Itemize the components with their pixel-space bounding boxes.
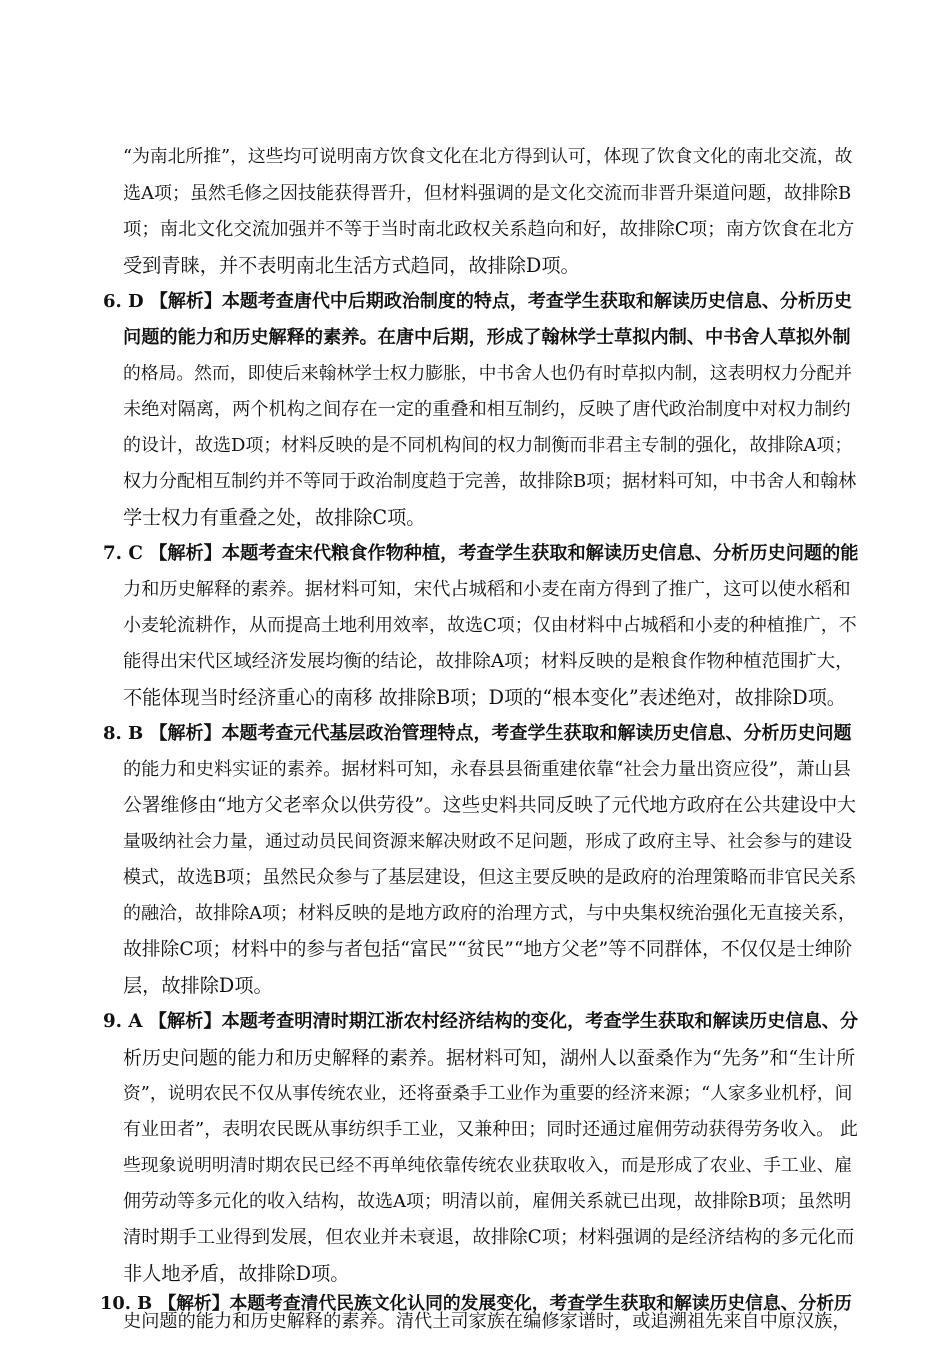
- text-line: 不能体现当时经济重心的南移 故排除B项；D项的“根本变化”表述绝对，故排除D项。: [123, 686, 846, 709]
- text-line: 力和历史解释的素养。据材料可知，宋代占城稻和小麦在南方得到了推广，这可以使水稻和: [123, 579, 851, 600]
- text-line: 学士权力有重叠之处，故排除C项。: [123, 506, 426, 529]
- text-line: 的设计，故选D项；材料反映的是不同机构间的权力制衡而非君主专制的强化，故排除A项；: [123, 435, 853, 456]
- text-line: 佣劳动等多元化的收入结构，故选A项；明清以前，雇佣关系就已出现，故排除B项；虽然明: [123, 1191, 852, 1212]
- text-line: 权力分配相互制约并不等同于政治制度趋于完善，故排除B项；据材料可知，中书舍人和翰林: [123, 471, 857, 492]
- text-line: 有业田者”，表明农民既从事纺织手工业，又兼种田；同时还通过雇佣劳动获得劳务收入。 此: [123, 1119, 858, 1140]
- answer-6-line: 6. D 【解析】本题考查唐代中后期政治制度的特点，考查学生获取和解读历史信息、分析历史: [103, 291, 852, 312]
- text-line: 受到青睐，并不表明南北生活方式趋同，故排除D项。: [123, 254, 580, 277]
- answer-8-line: 8. B 【解析】本题考查元代基层政治管理特点，考查学生获取和解读历史信息、分析历史问题: [103, 723, 852, 744]
- answer-7-line: 7. C 【解析】本题考查宋代粮食作物种植，考查学生获取和解读历史信息、分析历史问题的能: [103, 543, 859, 564]
- text-line: 问题的能力和历史解释的素养。在唐中后期，形成了翰林学士草拟内制、中书舍人草拟外制: [123, 327, 851, 348]
- text-line: 能得出宋代区域经济发展均衡的结论，故排除A项；材料反映的是粮食作物种植范围扩大，: [123, 651, 854, 672]
- text-line: 的融洽，故排除A项；材料反映的是地方政府的治理方式，与中央集权统治强化无直接关系，: [123, 903, 856, 924]
- text-line: 量吸纳社会力量，通过动员民间资源来解决财政不足问题，形成了政府主导、社会参与的建设: [123, 831, 853, 852]
- text-line: 清时期手工业得到发展，但农业并未衰退，故排除C项；材料强调的是经济结构的多元化而: [123, 1227, 855, 1248]
- text-line: 故排除C项；材料中的参与者包括“富民”“贫民”“地方父老”等不同群体，不仅仅是士绅阶: [123, 939, 853, 960]
- text-line: 资”，说明农民不仅从事传统农业，还将蚕桑手工业作为重要的经济来源；“人家多业机杼，间: [123, 1083, 853, 1104]
- text-line: 些现象说明明清时期农民已经不再单纯依靠传统农业获取收入，而是形成了农业、手工业、雇: [123, 1155, 853, 1176]
- answer-9-line: 9. A 【解析】本题考查明清时期江浙农村经济结构的变化，考查学生获取和解读历史信息、分: [103, 1011, 859, 1032]
- text-line: 模式，故选B项；虽然民众参与了基层建设，但这主要反映的是政府的治理策略而非官民关系: [123, 867, 857, 888]
- text-line: 公署维修由“地方父老率众以供劳役”。这些史料共同反映了元代地方政府在公共建设中大: [123, 795, 856, 816]
- text-line: 未绝对隔离，两个机构之间存在一定的重叠和相互制约，反映了唐代政治制度中对权力制约: [123, 399, 851, 420]
- text-line: 项；南北文化交流加强并不等于当时南北政权关系趋向和好，故排除C项；南方饮食在北方: [123, 219, 855, 240]
- text-line: 层，故排除D项。: [123, 974, 273, 997]
- text-line: 的能力和史料实证的素养。据材料可知，永春县县衙重建依靠“社会力量出资应役”，萧山县: [123, 759, 851, 780]
- answer-10-line: 10. B 【解析】本题考查清代民族文化认同的发展变化，考查学生获取和解读历史信息、分析历: [100, 1293, 852, 1314]
- text-line: 选A项；虽然毛修之因技能获得晋升，但材料强调的是文化交流而非晋升渠道问题，故排除B: [123, 183, 852, 204]
- text-line: 非人地矛盾，故排除D项。: [123, 1262, 350, 1285]
- text-line: 史问题的能力和历史解释的素养。清代土司家族在编修家谱时，或追溯祖先来自中原汉族，: [123, 1311, 851, 1332]
- text-line: 的格局。然而，即使后来翰林学士权力膨胀，中书舍人也仍有时草拟内制，这表明权力分配并: [123, 363, 853, 384]
- text-line: 析历史问题的能力和历史解释的素养。据材料可知，湖州人以蚕桑作为“先务”和“生计所: [123, 1047, 856, 1069]
- text-line: “为南北所推”，这些均可说明南方饮食文化在北方得到认可，体现了饮食文化的南北交流，故: [123, 146, 853, 167]
- text-line: 小麦轮流耕作，从而提高土地利用效率，故选C项；仅由材料中占城稻和小麦的种植推广，不: [123, 615, 857, 636]
